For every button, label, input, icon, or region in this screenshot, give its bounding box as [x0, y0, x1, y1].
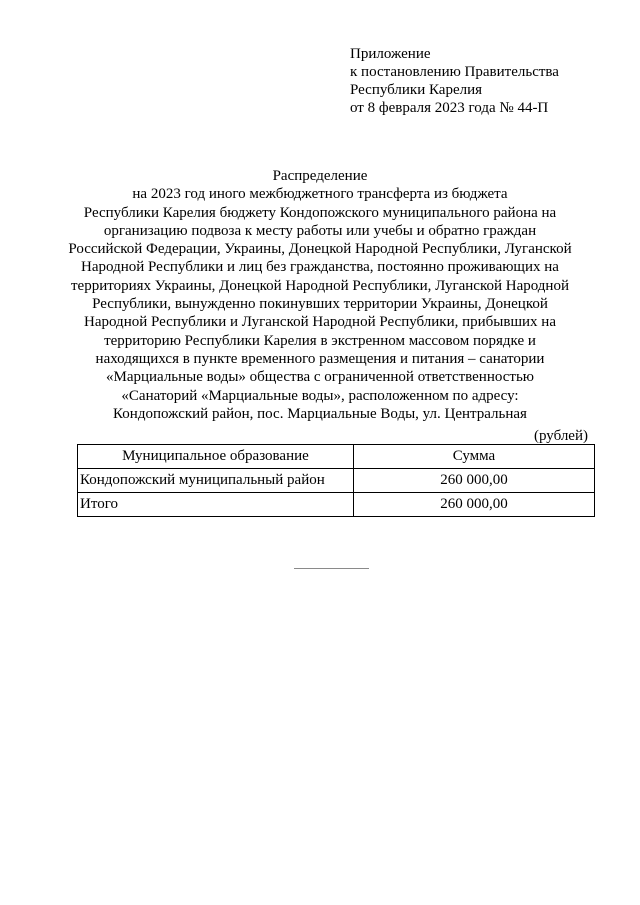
title-line: Кондопожский район, пос. Марциальные Воды, ул. Центральная [113, 405, 527, 422]
title-line: Республики Карелия бюджету Кондопожского муниципального района на [83, 204, 557, 221]
amount-cell: 260 000,00 [353, 469, 594, 493]
annex-line: к постановлению Правительства [350, 64, 559, 80]
column-header-amount: Сумма [353, 445, 594, 469]
title-line: территориях Украины, Донецкой Народной Республики, Луганской Народной [71, 277, 569, 294]
title-line: Российской Федерации, Украины, Донецкой Народной Республики, Луганской [68, 241, 572, 258]
end-divider [294, 568, 369, 569]
total-label-cell: Итого [78, 493, 354, 517]
table-row [78, 469, 595, 493]
table-header-row [78, 445, 595, 469]
title-line: Народной Республики и Луганской Народной Республики, прибывших на [84, 314, 556, 331]
distribution-table [77, 444, 595, 517]
annex-line: от 8 февраля 2023 года № 44-П [350, 100, 549, 116]
title-line: Народной Республики и лиц без гражданства, постоянно проживающих на [81, 259, 559, 276]
title-line: «Санаторий «Марциальные воды», расположенном по адресу: [121, 387, 519, 404]
column-header-municipality: Муниципальное образование [78, 445, 354, 469]
annex-line: Республики Карелия [350, 82, 483, 98]
annex-line: Приложение [350, 46, 431, 62]
total-amount-cell: 260 000,00 [353, 493, 594, 517]
title-line: на 2023 год иного межбюджетного трансферта из бюджета [132, 186, 508, 203]
title-line: организацию подвоза к месту работы или учебы и обратно граждан [103, 222, 537, 239]
annex-header [350, 45, 559, 117]
title-line: «Марциальные воды» общества с ограниченной ответственностью [105, 369, 534, 386]
units-label: (рублей) [533, 428, 588, 444]
title-line: Распределение [272, 168, 368, 184]
document-title [60, 167, 580, 423]
table-row-total [78, 493, 595, 517]
title-line: Республики, вынужденно покинувших территории Украины, Донецкой [92, 296, 548, 313]
title-line: находящихся в пункте временного размещения и питания – санатории [95, 350, 545, 367]
municipality-cell: Кондопожский муниципальный район [78, 469, 354, 493]
title-line: территорию Республики Карелия в экстренном массовом порядке и [104, 332, 536, 349]
